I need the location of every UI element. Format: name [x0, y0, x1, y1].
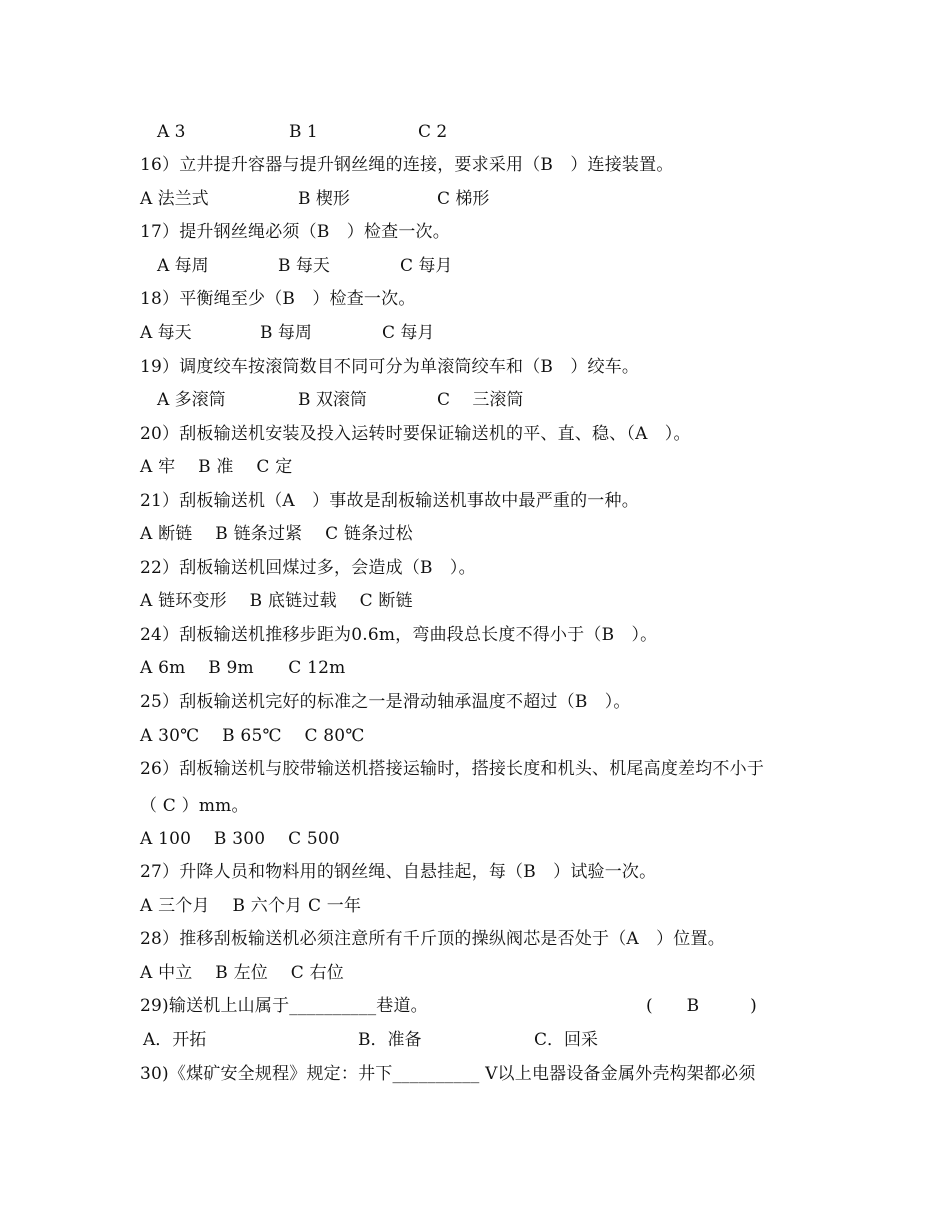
options-24: A 6m B 9m C 12m [140, 658, 346, 678]
option-b: B 1 [289, 122, 318, 142]
option-c: C 梯形 [437, 189, 490, 209]
question-30: 30)《煤矿安全规程》规定：井下__________ V以上电器设备金属外壳构架都必须 [140, 1064, 756, 1084]
question-26: 26）刮板输送机与胶带输送机搭接运输时，搭接长度和机头、机尾高度差均不小于 [140, 759, 765, 779]
options-28: A 中立 B 左位 C 右位 [140, 963, 344, 983]
option-a: A 每天 [140, 323, 192, 343]
question-21: 21）刮板输送机（A ）事故是刮板输送机事故中最严重的一种。 [140, 491, 639, 511]
option-a: A 3 [157, 122, 186, 142]
option-a: A 每周 [157, 256, 209, 276]
option-c: C 三滚筒 [437, 390, 524, 410]
question-17: 17）提升钢丝绳必须（B ）检查一次。 [140, 222, 450, 242]
question-16: 16）立井提升容器与提升钢丝绳的连接，要求采用（B ）连接装置。 [140, 155, 674, 175]
options-21: A 断链 B 链条过紧 C 链条过松 [140, 524, 413, 544]
options-26: A 100 B 300 C 500 [140, 829, 340, 849]
option-b: B 每天 [278, 256, 330, 276]
question-20: 20）刮板输送机安装及投入运转时要保证输送机的平、直、稳、（A ）。 [140, 424, 691, 444]
question-26-cont: （ C ）mm。 [140, 796, 249, 816]
option-a: A．开拓 [143, 1030, 207, 1050]
option-a: A 多滚筒 [157, 390, 226, 410]
question-22: 22）刮板输送机回煤过多，会造成（B ）。 [140, 558, 476, 578]
options-25: A 30℃ B 65℃ C 80℃ [140, 726, 365, 746]
question-19: 19）调度绞车按滚筒数目不同可分为单滚筒绞车和（B ）绞车。 [140, 357, 640, 377]
question-29: 29)输送机上山属于__________巷道。 [140, 996, 428, 1016]
question-27: 27）升降人员和物料用的钢丝绳、自悬挂起，每（B ）试验一次。 [140, 862, 657, 882]
option-b: B．准备 [358, 1030, 422, 1050]
question-28: 28）推移刮板输送机必须注意所有千斤顶的操纵阀芯是否处于（A ）位置。 [140, 929, 725, 949]
question-25: 25）刮板输送机完好的标准之一是滑动轴承温度不超过（B ）。 [140, 692, 631, 712]
options-22: A 链环变形 B 底链过载 C 断链 [140, 591, 413, 611]
option-c: C 每月 [382, 323, 435, 343]
option-c: C．回采 [534, 1030, 599, 1050]
option-b: B 每周 [260, 323, 312, 343]
option-b: B 楔形 [298, 189, 350, 209]
question-18: 18）平衡绳至少（B ）检查一次。 [140, 289, 416, 309]
answer-29: ( B ) [646, 996, 757, 1016]
options-20: A 牢 B 准 C 定 [140, 457, 293, 477]
option-c: C 每月 [400, 256, 453, 276]
question-24: 24）刮板输送机推移步距为0.6m，弯曲段总长度不得小于（B ）。 [140, 625, 658, 645]
option-c: C 2 [418, 122, 448, 142]
options-27: A 三个月 B 六个月 C 一年 [140, 896, 362, 916]
option-a: A 法兰式 [140, 189, 209, 209]
option-b: B 双滚筒 [298, 390, 367, 410]
